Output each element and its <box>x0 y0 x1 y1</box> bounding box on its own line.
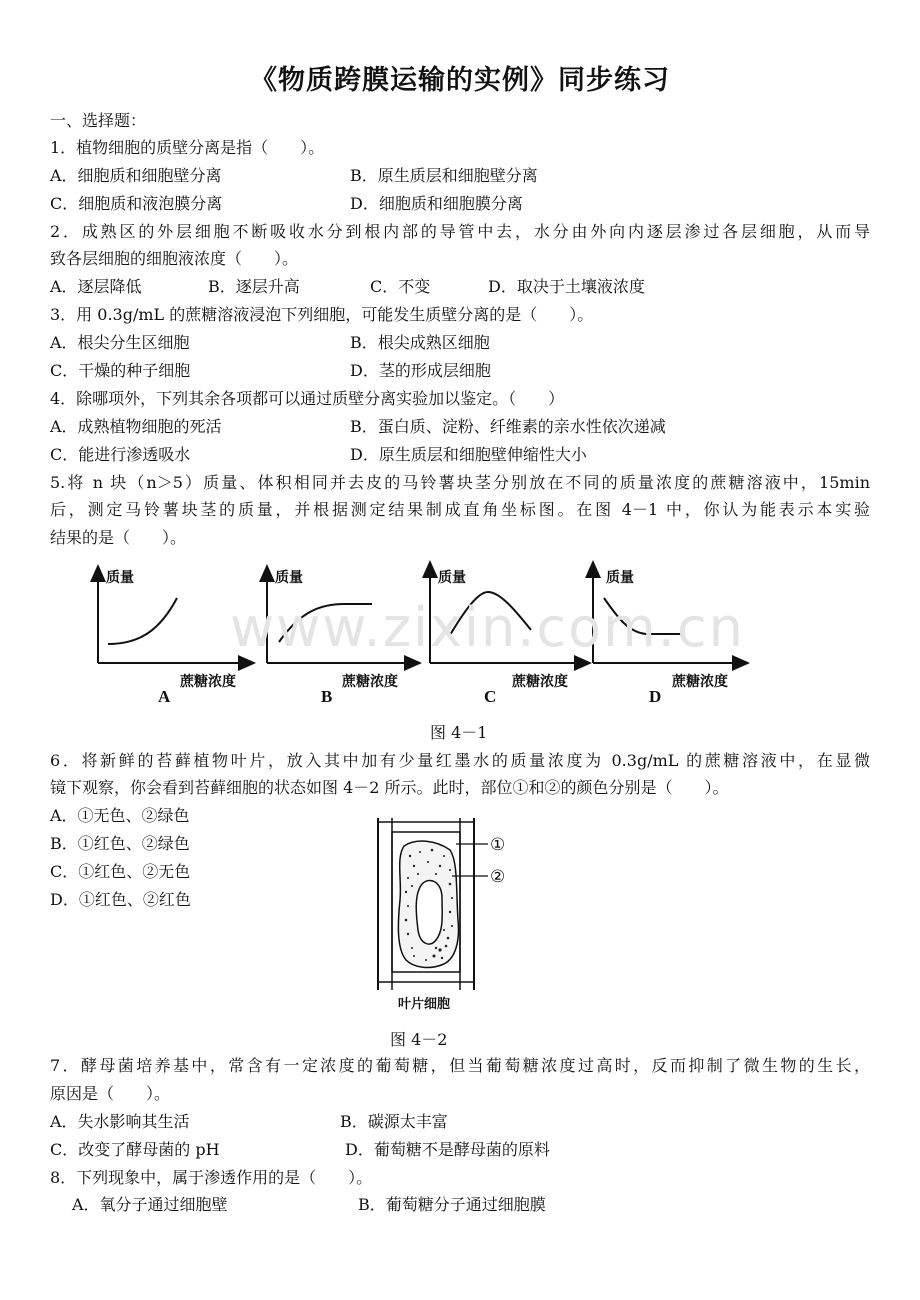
question-1-stem: 1．植物细胞的质壁分离是指（ ）。 <box>50 138 325 157</box>
question-1-option-d: D．细胞质和细胞膜分离 <box>350 194 523 213</box>
label-part-2: ② <box>490 867 506 887</box>
question-7-option-a: A．失水影响其生活 <box>50 1112 190 1131</box>
question-4-stem: 4．除哪项外，下列其余各项都可以通过质壁分离实验加以鉴定。（ ） <box>50 389 565 408</box>
graph-b-xlabel: 蔗糖浓度 <box>342 674 398 690</box>
figure-4-1 <box>0 560 920 710</box>
vacuole <box>416 880 442 944</box>
question-3-option-d: D．茎的形成层细胞 <box>350 361 491 380</box>
graph-a-letter: A <box>158 687 171 706</box>
question-2-option-a: A．逐层降低 <box>50 277 142 296</box>
figure-4-2-caption: 图 4－2 <box>390 1030 448 1049</box>
question-2-option-b: B．逐层升高 <box>208 277 300 296</box>
graph-d-xlabel: 蔗糖浓度 <box>672 674 728 690</box>
question-2-option-d: D．取决于土壤液浓度 <box>488 277 645 296</box>
page-title: 《物质跨膜运输的实例》同步练习 <box>250 65 670 96</box>
question-7-stem-line2: 原因是（ ）。 <box>50 1084 171 1103</box>
graph-d-curve <box>604 598 683 634</box>
graph-d-ylabel: 质量 <box>606 570 634 586</box>
graph-a <box>98 569 248 706</box>
figure-4-2 <box>370 810 530 1020</box>
graph-b-ylabel: 质量 <box>275 570 303 586</box>
question-7-option-c: C．改变了酵母菌的 pH <box>50 1140 220 1159</box>
section-heading: 一、选择题： <box>50 111 147 130</box>
question-4-option-d: D．原生质层和细胞壁伸缩性大小 <box>350 445 587 464</box>
question-3-option-a: A．根尖分生区细胞 <box>50 333 190 352</box>
leaf-cell-label: 叶片细胞 <box>398 997 451 1012</box>
question-6-option-b: B．①红色、②绿色 <box>50 834 190 853</box>
question-8-stem: 8．下列现象中，属于渗透作用的是（ ）。 <box>50 1168 373 1187</box>
graph-d <box>593 568 742 706</box>
graph-b-curve <box>279 604 372 642</box>
graph-c-curve <box>450 592 531 635</box>
question-8-option-a: A．氧分子通过细胞壁 <box>72 1195 228 1214</box>
question-6-stem-line1: 6．将新鲜的苔藓植物叶片，放入其中加有少量红墨水的质量浓度为 0.3g/mL 的蔗糖溶液中，在显微 <box>50 751 870 770</box>
question-4-option-a: A．成熟植物细胞的死活 <box>50 417 222 436</box>
question-5-stem-line2: 后，测定马铃薯块茎的质量，并根据测定结果制成直角坐标图。在图 4－1 中，你认为能表示本实验 <box>50 500 870 519</box>
question-1-option-b: B．原生质层和细胞壁分离 <box>350 166 538 185</box>
graph-c-letter: C <box>484 687 497 706</box>
question-6-option-c: C．①红色、②无色 <box>50 862 191 881</box>
question-1-option-a: A．细胞质和细胞壁分离 <box>50 166 222 185</box>
question-7-option-d: D．葡萄糖不是酵母菌的原料 <box>345 1140 550 1159</box>
question-4-option-b: B．蛋白质、淀粉、纤维素的亲水性依次递减 <box>350 417 666 436</box>
question-6-stem-line2: 镜下观察，你会看到苔藓细胞的状态如图 4－2 所示。此时，部位①和②的颜色分别是（ ）。 <box>50 778 729 797</box>
graph-b-letter: B <box>321 687 333 706</box>
question-2-stem-line1: 2．成熟区的外层细胞不断吸收水分到根内部的导管中去，水分由外向内逐层渗过各层细胞，从而导 <box>50 222 870 241</box>
question-2-option-c: C．不变 <box>370 277 431 296</box>
question-3-stem: 3．用 0.3g/mL 的蔗糖溶液浸泡下列细胞，可能发生质壁分离的是（ ）。 <box>50 305 594 324</box>
graph-c <box>430 568 584 706</box>
graph-c-xlabel: 蔗糖浓度 <box>512 674 568 690</box>
graph-a-curve <box>108 598 177 644</box>
question-5-stem-line1: 5.将 n 块（n＞5）质量、体积相同并去皮的马铃薯块茎分别放在不同的质量浓度的蔗糖溶液中，15min <box>50 473 870 492</box>
graph-d-letter: D <box>649 687 662 706</box>
question-2-stem-line2: 致各层细胞的细胞液浓度（ ）。 <box>50 249 299 268</box>
question-6-option-a: A．①无色、②绿色 <box>50 806 190 825</box>
question-3-option-c: C．干燥的种子细胞 <box>50 361 191 380</box>
question-4-option-c: C．能进行渗透吸水 <box>50 445 191 464</box>
question-5-stem-line3: 结果的是（ ）。 <box>50 528 187 547</box>
question-3-option-b: B．根尖成熟区细胞 <box>350 333 490 352</box>
watermark: www.zixin.com.cn <box>230 596 745 659</box>
graph-b <box>267 569 414 706</box>
question-7-option-b: B．碳源太丰富 <box>340 1112 448 1131</box>
graph-a-ylabel: 质量 <box>106 570 134 586</box>
question-1-option-c: C．细胞质和液泡膜分离 <box>50 194 223 213</box>
graph-a-xlabel: 蔗糖浓度 <box>180 674 236 690</box>
figure-4-1-caption: 图 4－1 <box>430 723 488 742</box>
question-6-option-d: D．①红色、②红色 <box>50 890 191 909</box>
question-8-option-b: B．葡萄糖分子通过细胞膜 <box>358 1195 546 1214</box>
question-7-stem-line1: 7．酵母菌培养基中，常含有一定浓度的葡萄糖，但当葡萄糖浓度过高时，反而抑制了微生物的生长， <box>50 1056 870 1075</box>
graph-c-ylabel: 质量 <box>438 570 466 586</box>
label-part-1: ① <box>490 835 506 855</box>
